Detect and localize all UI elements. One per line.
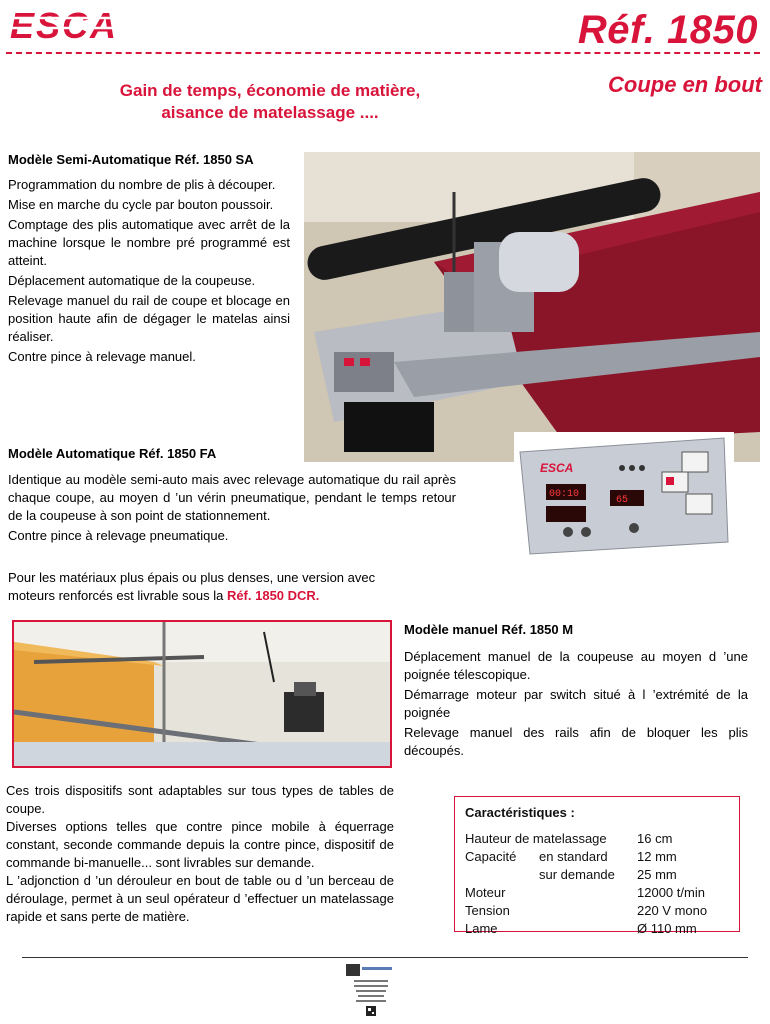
sa-heading: Modèle Semi-Automatique Réf. 1850 SA <box>8 152 254 167</box>
panel-logo: ESCA <box>540 461 574 475</box>
spec-row <box>465 902 729 920</box>
spec-row <box>465 920 729 938</box>
spec-value: 25 mm <box>637 867 677 882</box>
control-panel-photo <box>514 432 734 556</box>
fa-description <box>8 471 456 547</box>
spec-row <box>465 830 729 848</box>
spec-value: 12 mm <box>637 849 677 864</box>
manual-heading: Modèle manuel Réf. 1850 M <box>404 622 574 637</box>
tagline-line-1: Gain de temps, économie de matière, <box>119 81 421 100</box>
dcr-reference: Réf. 1850 DCR. <box>226 588 320 603</box>
tagline-line-2: aisance de matelassage .... <box>161 103 379 122</box>
spec-row <box>465 848 729 866</box>
sa-item: Contre pince à relevage manuel. <box>8 349 196 364</box>
sa-item: Relevage manuel du rail de coupe et blocage en position haute afin de dégager le matelas ainsi réaliser. <box>8 293 290 344</box>
spec-sublabel: sur demande <box>539 867 615 882</box>
sa-item: Programmation du nombre de plis à découper. <box>8 177 276 192</box>
esca-logo <box>8 6 156 46</box>
spec-label: Moteur <box>465 885 506 900</box>
footer-divider <box>22 957 748 958</box>
spec-label <box>465 866 539 884</box>
fa-item: Identique au modèle semi-auto mais avec relevage automatique du rail après chaque coupe, au moyen d ’un vérin pneumatique, pendant le temps retour de la coupeuse à son point de stationnement. <box>8 472 456 523</box>
sa-item: Mise en marche du cycle par bouton poussoir. <box>8 197 274 212</box>
manual-item: Relevage manuel des rails afin de bloquer les plis découpés. <box>404 725 748 758</box>
spec-row <box>465 884 729 902</box>
dcr-note <box>8 569 418 605</box>
spec-label: Lame <box>465 921 498 936</box>
printer-imprint-logo <box>340 962 400 1020</box>
spec-label: Hauteur de matelassage <box>465 831 607 846</box>
spec-label: Tension <box>465 903 510 918</box>
fa-item: Contre pince à relevage pneumatique. <box>8 528 229 543</box>
panel-display-right: 65 <box>616 495 629 506</box>
spec-value: 16 cm <box>637 831 673 846</box>
manual-description <box>404 648 748 762</box>
machine-photo-manual <box>12 620 392 768</box>
fa-heading: Modèle Automatique Réf. 1850 FA <box>8 446 217 461</box>
adaptability-p1: Ces trois dispositifs sont adaptables sur tous types de tables de coupe. <box>6 783 394 816</box>
panel-display-left: 00:10 <box>549 489 580 500</box>
adaptability-text <box>6 782 394 926</box>
sa-item: Déplacement automatique de la coupeuse. <box>8 273 256 288</box>
spec-row <box>465 866 729 884</box>
adaptability-p3: L ’adjonction d ’un dérouleur en bout de table ou d ’un berceau de déroulage, permet à un seul opérateur d ’effectuer un matelassage rapide et sans perte de matière. <box>6 873 394 924</box>
spec-value: Ø 110 mm <box>637 921 697 936</box>
spec-label: Capacité <box>465 849 517 864</box>
adaptability-p2: Diverses options telles que contre pince mobile à équerrage constant, seconde commande depuis la contre pince, dispositif de commande bi-manuelle... sont livrables sur demande. <box>6 819 394 870</box>
header-divider <box>6 52 760 54</box>
tagline <box>70 80 470 124</box>
sa-description <box>8 176 290 368</box>
product-subtitle: Coupe en bout <box>608 72 762 97</box>
specifications-title: Caractéristiques : <box>465 805 575 820</box>
manual-item: Déplacement manuel de la coupeuse au moyen d ’une poignée télescopique. <box>404 649 748 682</box>
spec-value: 220 V mono <box>637 903 708 918</box>
spec-value: 12000 t/min <box>637 885 705 900</box>
machine-photo-semi-auto <box>304 152 760 462</box>
sa-item: Comptage des plis automatique avec arrêt de la machine lorsque le nombre pré programmé est atteint. <box>8 217 290 268</box>
reference-title: Réf. 1850 <box>577 8 758 52</box>
specifications-box <box>454 796 740 936</box>
dcr-text: Pour les matériaux plus épais ou plus denses, une version avec moteurs renforcés est livrable sous la <box>8 570 376 603</box>
manual-item: Démarrage moteur par switch situé à l ’extrémité de la poignée <box>404 687 748 720</box>
logo-text: ESCA <box>10 6 119 46</box>
spec-sublabel: en standard <box>539 849 608 864</box>
